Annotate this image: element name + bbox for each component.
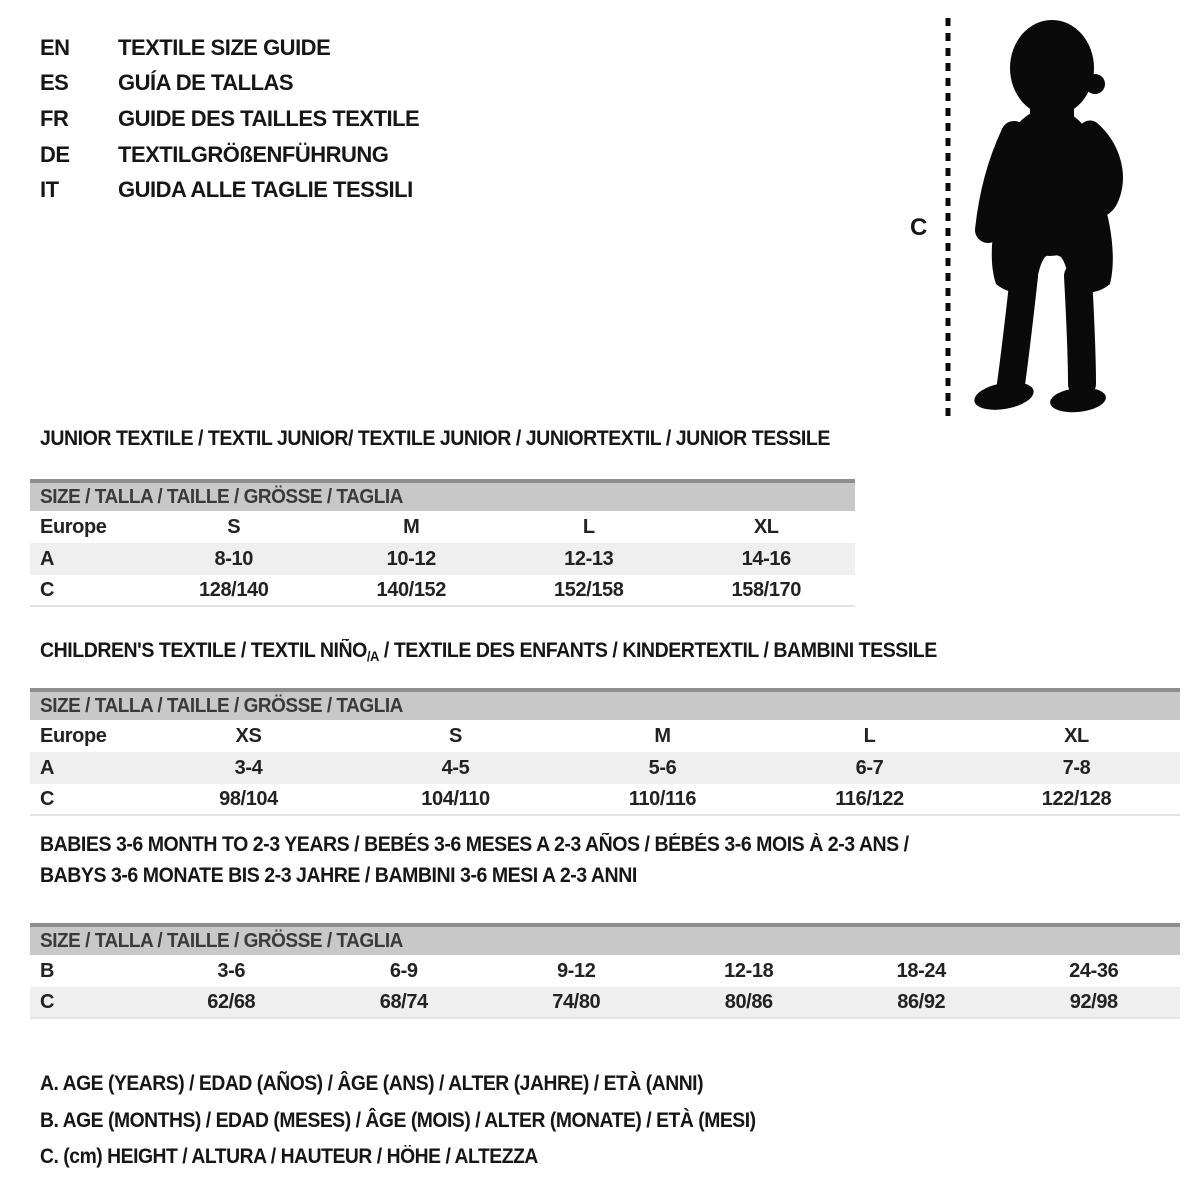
column-header: S <box>449 724 462 747</box>
size-cell: 12-13 <box>564 547 614 570</box>
language-row <box>40 172 419 208</box>
babies-size-table <box>30 923 1180 1019</box>
legend <box>40 1066 818 1176</box>
column-header: M <box>654 724 671 747</box>
babies-title-line1: BABIES 3-6 MONTH TO 2-3 YEARS / BEBÉS 3-6 MESES A 2-3 AÑOS / BÉBÉS 3-6 MOIS À 2-3 ANS / <box>40 833 909 856</box>
language-row <box>40 137 419 173</box>
column-header: XL <box>1064 724 1089 747</box>
table-row-height <box>30 987 1180 1019</box>
size-cell: 104/110 <box>421 787 490 810</box>
language-title: GUIDA ALLE TAGLIE TESSILI <box>118 177 413 203</box>
language-code: IT <box>40 177 59 203</box>
size-cell: 8-10 <box>214 547 253 570</box>
toddler-body <box>972 20 1113 415</box>
row-label: A <box>40 756 55 779</box>
column-header: L <box>582 515 595 538</box>
column-header: XS <box>235 724 262 747</box>
size-cell: 24-36 <box>1069 959 1119 982</box>
size-cell: 14-16 <box>741 547 791 570</box>
size-cell: 92/98 <box>1069 990 1118 1013</box>
size-cell: 86/92 <box>897 990 946 1013</box>
size-header-label: SIZE / TALLA / TAILLE / GRÖSSE / TAGLIA <box>40 694 403 717</box>
legend-line-height: C. (cm) HEIGHT / ALTURA / HAUTEUR / HÖHE / ALTEZZA <box>40 1145 538 1169</box>
column-header: S <box>227 515 241 538</box>
language-code: ES <box>40 70 69 96</box>
table-header-row <box>30 511 855 543</box>
language-row <box>40 101 419 137</box>
language-code: DE <box>40 141 70 167</box>
row-label: C <box>40 578 55 601</box>
size-cell: 74/80 <box>552 990 601 1013</box>
size-cell: 5-6 <box>648 756 677 779</box>
language-code: EN <box>40 34 70 60</box>
size-cell: 4-5 <box>441 756 470 779</box>
table-header-row <box>30 720 1180 752</box>
language-row <box>40 66 419 102</box>
size-cell: 116/122 <box>835 787 904 810</box>
height-figure <box>898 14 1158 420</box>
height-measure-label: C <box>910 214 928 241</box>
table-row-age <box>30 543 855 575</box>
row-label: A <box>40 547 55 570</box>
size-cell: 6-7 <box>855 756 884 779</box>
junior-section-title: JUNIOR TEXTILE / TEXTIL JUNIOR/ TEXTILE JUNIOR / JUNIORTEXTIL / JUNIOR TESSILE <box>40 427 830 450</box>
table-row-age <box>30 752 1180 784</box>
language-title: GUIDE DES TAILLES TEXTILE <box>118 105 420 131</box>
size-header-band <box>30 479 855 511</box>
table-row-age-months <box>30 955 1180 987</box>
language-title: TEXTILGRÖßENFÜHRUNG <box>118 141 389 167</box>
children-section-title <box>40 638 937 669</box>
language-list <box>40 30 419 208</box>
size-cell: 140/152 <box>376 578 446 601</box>
size-cell: 10-12 <box>386 547 436 570</box>
size-cell: 62/68 <box>207 990 256 1013</box>
size-cell: 9-12 <box>557 959 596 982</box>
region-header: Europe <box>40 515 107 538</box>
size-cell: 152/158 <box>554 578 624 601</box>
language-row <box>40 30 419 66</box>
table-row-height <box>30 784 1180 816</box>
size-cell: 68/74 <box>379 990 428 1013</box>
legend-line-age-months: B. AGE (MONTHS) / EDAD (MESES) / ÂGE (MOIS) / ALTER (MONATE) / ETÀ (MESI) <box>40 1108 756 1132</box>
junior-size-table <box>30 479 855 607</box>
language-title: GUÍA DE TALLAS <box>118 70 294 96</box>
table-row-height <box>30 575 855 607</box>
language-title: TEXTILE SIZE GUIDE <box>118 34 331 60</box>
size-cell: 7-8 <box>1062 756 1091 779</box>
size-header-band <box>30 923 1180 955</box>
size-header-band <box>30 688 1180 720</box>
children-size-table <box>30 688 1180 816</box>
size-cell: 6-9 <box>389 959 418 982</box>
size-cell: 3-4 <box>234 756 263 779</box>
region-header: Europe <box>40 724 107 747</box>
size-header-label: SIZE / TALLA / TAILLE / GRÖSSE / TAGLIA <box>40 485 403 508</box>
row-label: C <box>40 990 55 1013</box>
size-cell: 158/170 <box>731 578 801 601</box>
size-cell: 18-24 <box>896 959 946 982</box>
size-header-label: SIZE / TALLA / TAILLE / GRÖSSE / TAGLIA <box>40 929 403 952</box>
row-label: C <box>40 787 55 810</box>
size-cell: 98/104 <box>219 787 278 810</box>
size-cell: 3-6 <box>217 959 246 982</box>
toddler-silhouette-icon <box>898 14 1158 420</box>
children-title-subscript: /A <box>366 648 379 664</box>
children-title-part: / TEXTILE DES ENFANTS / KINDERTEXTIL / BAMBINI TESSILE <box>378 639 937 662</box>
legend-line-age-years: A. AGE (YEARS) / EDAD (AÑOS) / ÂGE (ANS) / ALTER (JAHRE) / ETÀ (ANNI) <box>40 1072 704 1096</box>
babies-title-line2: BABYS 3-6 MONATE BIS 2-3 JAHRE / BAMBINI 3-6 MESI A 2-3 ANNI <box>40 864 637 887</box>
size-cell: 12-18 <box>724 959 774 982</box>
babies-section-title <box>40 832 909 894</box>
column-header: M <box>403 515 420 538</box>
column-header: XL <box>753 515 779 538</box>
size-cell: 122/128 <box>1041 787 1112 810</box>
children-title-part: CHILDREN'S TEXTILE / TEXTIL NIÑO <box>40 639 367 662</box>
language-code: FR <box>40 105 69 131</box>
row-label: B <box>40 959 55 982</box>
size-cell: 128/140 <box>199 578 269 601</box>
size-cell: 80/86 <box>724 990 773 1013</box>
size-cell: 110/116 <box>628 787 697 810</box>
column-header: L <box>863 724 876 747</box>
